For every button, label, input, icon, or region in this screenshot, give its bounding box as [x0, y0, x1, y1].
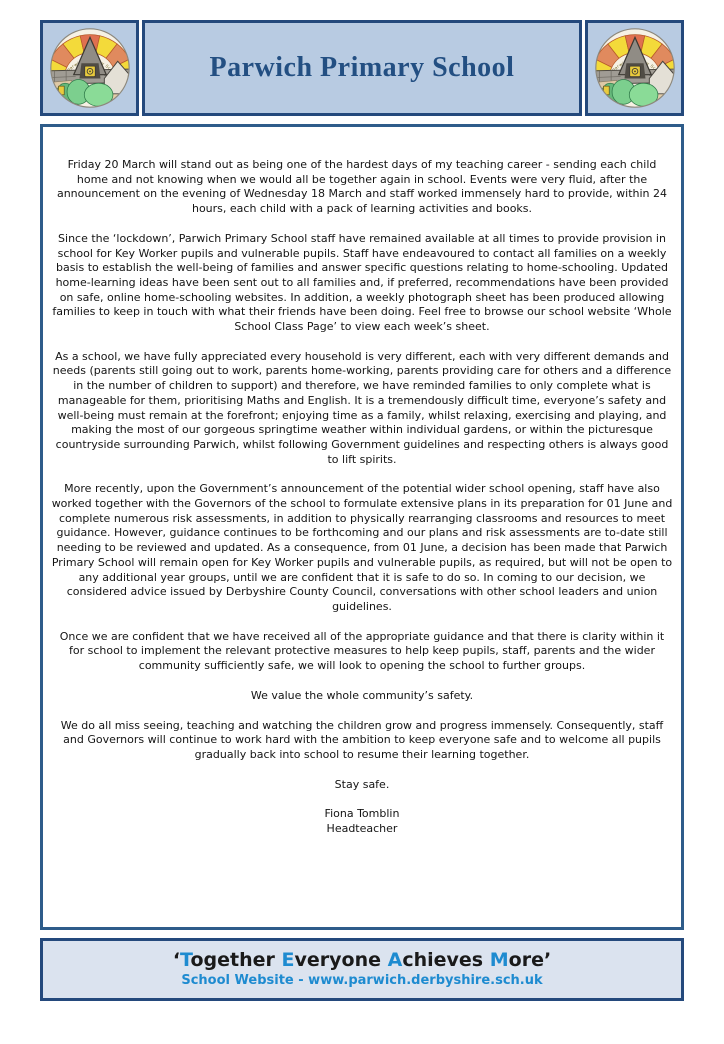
motto-segment: ogether: [190, 949, 282, 971]
paragraph: We do all miss seeing, teaching and watching the children grow and progress immensely. Consequently, staff and Governors will continue to work hard with the ambition to keep everyone safe and to welcome all pupils gradually back into school to resume their learning together.: [60, 718, 664, 761]
paragraph: As a school, we have fully appreciated every household is very different, each with very different demands and needs (parents still going out to work, parents home-working, parents providing care for others and a difference in the number of children to support) and therefore, we have reminded families to only complete what is manageable for them, prioritising Maths and English. It is a tremendously difficult time, everyone’s safety and well-being must remain at the forefront; enjoying time as a family, whilst relaxing, exercising and playing, and making the most of our gorgeous springtime weather within individual gardens, or within the picturesque countryside surrounding Parwich, whilst following Government guidelines and respecting others is always good to lift spirits.: [52, 349, 672, 466]
school-crest-icon: [47, 25, 133, 111]
paragraph: Once we are confident that we have received all of the appropriate guidance and that there is clarity within it for school to implement the relevant protective measures to help keep pupils, staff, parents and the wider community sufficiently safe, we will look to opening the school to further groups.: [59, 629, 665, 673]
footer: [40, 938, 684, 1001]
paragraph: Friday 20 March will stand out as being one of the hardest days of my teaching career - sending each child home and not knowing when we would all be together again in school. Events were very fluid, after the announcement on the evening of Wednesday 18 March and staff worked immensely hard to provide, within 24 hours, each child with a pack of learning activities and books.: [56, 158, 668, 216]
motto-segment: E: [281, 949, 295, 971]
motto-segment: ore’: [508, 949, 552, 971]
signature-role: Headteacher: [326, 822, 398, 836]
letter-body: [40, 124, 684, 930]
header-title-cell: [142, 20, 582, 116]
motto-segment: A: [387, 949, 403, 971]
closing-line: Stay safe.: [334, 777, 390, 791]
motto-segment: ‘: [172, 949, 181, 971]
paragraph: We value the whole community’s safety.: [250, 688, 474, 702]
school-motto: [47, 948, 677, 972]
signature-name: Fiona Tomblin: [324, 807, 400, 821]
paragraph: More recently, upon the Government’s announcement of the potential wider school opening, staff have also worked together with the Governors of the school to formulate extensive plans in its preparation for 01 June and complete numerous risk assessments, in addition to physically rearranging classrooms and resources to meet guidance. However, guidance continues to be forthcoming and our plans and risk assessments are to-date still needing to be reviewed and updated. As a consequence, from 01 June, a decision has been made that Parwich Primary School will remain open for Key Worker pupils and vulnerable pupils, as required, but will not be open to any additional year groups, until we are confident that it is safe to do so. In coming to our decision, we considered advice issued by Derbyshire County Council, conversations with other school leaders and union guidelines.: [51, 482, 673, 613]
page-title: Parwich Primary School: [209, 52, 515, 83]
paragraph: Since the ‘lockdown’, Parwich Primary School staff have remained available at all times to provide provision in school for Key Worker pupils and vulnerable pupils. Staff have endeavoured to contact all families on a weekly basis to establish the well-being of families and answer specific questions relating to home-schooling. Updated home-learning ideas have been sent out to all families and, if preferred, recommendations have been provided on safe, online home-schooling websites. In addition, a weekly photograph sheet has been produced allowing families to keep in touch with what their friends have been doing. Feel free to browse our school website ‘Whole School Class Page’ to view each week’s sheet.: [52, 231, 672, 334]
motto-segment: T: [180, 949, 191, 971]
newsletter-page: [40, 20, 684, 1001]
school-crest-icon: [592, 25, 678, 111]
motto-segment: M: [489, 949, 509, 971]
header: [40, 20, 684, 116]
school-website-text: School Website - www.parwich.derbyshire.sch.uk: [181, 973, 543, 988]
school-logo-right: [585, 20, 684, 116]
motto-segment: chieves: [402, 949, 490, 971]
school-logo-left: [40, 20, 139, 116]
motto-segment: veryone: [294, 949, 388, 971]
